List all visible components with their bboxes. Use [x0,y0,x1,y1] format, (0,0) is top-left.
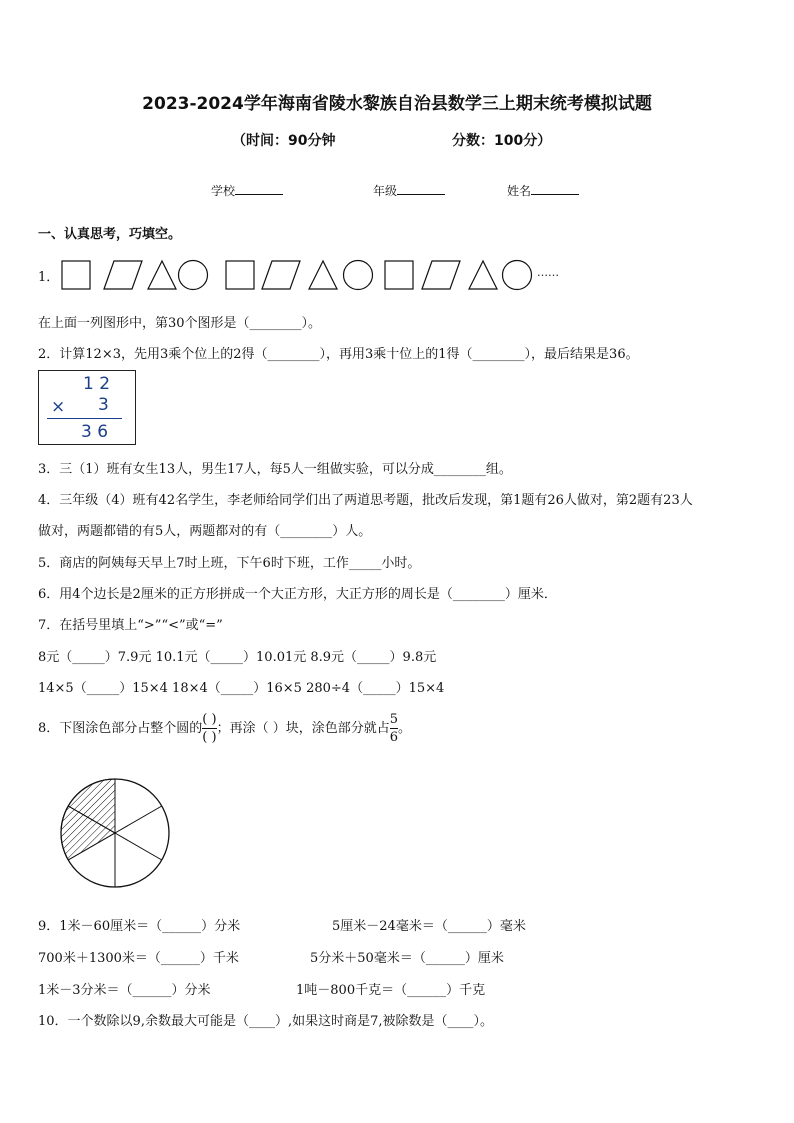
q8-prefix: 8．下图涂色部分占整个圆的 [38,721,203,736]
q9-f: 1吨－800千克＝（______）千克 [296,983,486,998]
school-field [211,182,283,199]
triangle-shape [309,261,337,289]
fraction-numerator: ( ) [202,712,217,727]
q9-a: 9．1米－60厘米＝（______）分米 [38,919,241,934]
q4-line1: 4．三年级（4）班有42名学生，李老师给同学们出了两道思考题，批改后发现，第1题有26人做对，第2题有23人 [38,493,693,508]
parallelogram-shape [104,261,142,289]
fraction-five-sixths [390,711,398,746]
calc-operator: × [51,397,66,417]
exam-score: 分数：100分） [452,133,552,149]
q1-number: 1． [38,270,60,285]
fraction-blank [202,711,216,746]
page-title: 2023-2024学年海南省陵水黎族自治县数学三上期末统考模拟试题 [142,94,652,114]
q1-text: 在上面一列图形中，第30个图形是（________）。 [38,316,322,331]
section-title: 一、认真思考，巧填空。 [38,227,182,242]
q7-row2: 14×5（_____）15×4 18×4（_____）16×5 280÷4（_____）15×4 [38,681,445,696]
school-label: 学校 [211,184,236,198]
q9-e: 1米－3分米＝（______）分米 [38,983,211,998]
grade-field [373,182,445,199]
q7-row1: 8元（_____）7.9元 10.1元（_____）10.01元 8.9元（_____）9.8元 [38,650,437,665]
circle-shape [344,261,373,290]
name-label: 姓名 [507,184,532,198]
calc-row2: 3 [98,395,109,415]
school-blank [235,182,283,195]
square-shape [62,261,90,289]
calc-result: 3 6 [81,422,109,442]
parallelogram-shape [262,261,300,289]
calc-row1: 1 2 [83,374,111,394]
grade-blank [397,182,445,195]
q9-d: 5分米＋50毫米＝（______）厘米 [310,951,504,966]
triangle-shape [148,261,176,289]
name-field [507,182,579,199]
grade-label: 年级 [373,184,398,198]
circle-shape [179,261,208,290]
q5-text: 5．商店的阿姨每天早上7时上班，下午6时下班，工作_____小时。 [38,556,421,571]
q8-suffix: 。 [397,721,411,736]
q9-c: 700米＋1300米＝（______）千米 [38,951,239,966]
triangle-shape [469,261,497,289]
q6-text: 6．用4个边长是2厘米的正方形拼成一个大正方形，大正方形的周长是（________）厘米． [38,587,557,602]
parallelogram-shape [422,261,460,289]
sector-divider [115,806,162,833]
q7-text: 7．在括号里填上“>”“<”或“=” [38,618,223,633]
exam-time: （时间：90分钟 [232,133,336,149]
name-blank [531,182,579,195]
circle-shape [503,261,532,290]
q8-middle: ；再涂（ ）块，涂色部分就占 [216,721,390,736]
fraction-denominator: ( ) [202,730,217,745]
q4-line2: 做对，两题都错的有5人，两题都对的有（________）人。 [38,524,372,539]
calc-rule [47,418,122,419]
q9-b: 5厘米－24毫米＝（______）毫米 [332,919,526,934]
square-shape [226,261,254,289]
q2-text: 2．计算12×3，先用3乘个位上的2得（________），再用3乘十位上的1得（________），最后结果是36。 [38,347,639,362]
fraction-denominator: 6 [389,730,398,745]
q10-text: 10．一个数除以9,余数最大可能是（____）,如果这时商是7,被除数是（____）。 [38,1014,493,1029]
fraction-numerator: 5 [389,712,398,727]
sequence-ellipsis: …… [537,266,559,279]
sector-divider [115,833,162,860]
vertical-calculation [38,370,136,445]
q3-text: 3．三（1）班有女生13人，男生17人，每5人一组做实验，可以分成________组。 [38,462,512,477]
square-shape [385,261,413,289]
shape-sequence [60,258,560,292]
q8-line [38,711,411,746]
divided-circle [58,776,172,890]
